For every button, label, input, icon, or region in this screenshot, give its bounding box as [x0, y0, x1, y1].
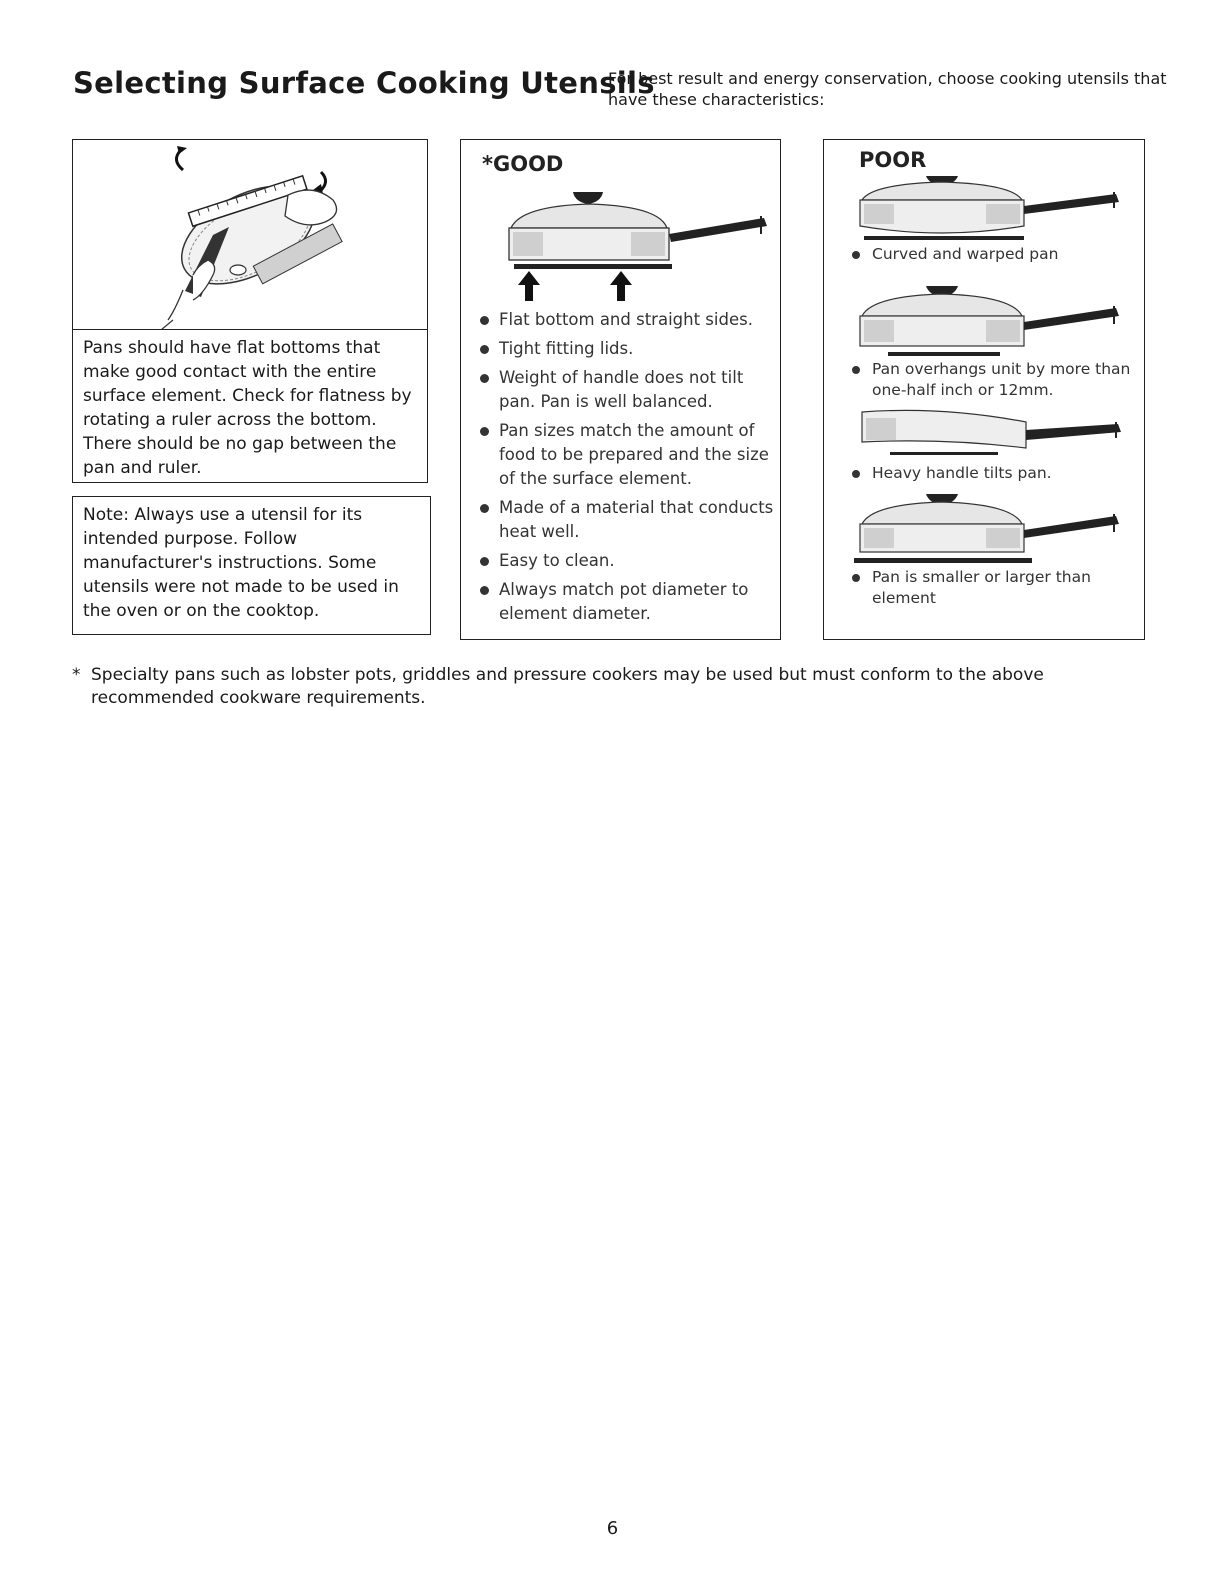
pan-overhang-illustration [854, 284, 1154, 359]
bullet-icon [852, 366, 860, 374]
list-item: Flat bottom and straight sides. [475, 308, 775, 332]
list-item: Pan sizes match the amount of food to be prepared and the size of the surface element. [475, 419, 775, 491]
poor-item: Heavy handle tilts pan. [850, 463, 1140, 484]
bullet-icon [852, 251, 860, 259]
list-item: Always match pot diameter to element diameter. [475, 578, 775, 626]
bullet-icon [852, 470, 860, 478]
footnote-marker: * [72, 665, 81, 685]
flatness-text: Pans should have flat bottoms that make good contact with the entire surface element. Check for flatness by rotating a ruler across the bottom. There should be no gap between the pan and ruler. [83, 338, 412, 478]
pan-curved-illustration [854, 174, 1154, 244]
list-item: Weight of handle does not tilt pan. Pan is well balanced. [475, 366, 775, 414]
note-text: Always use a utensil for its intended purpose. Follow manufacturer's instructions. Some utensils were not made to be used in the oven or on the cooktop. [83, 505, 399, 621]
poor-item: Pan is smaller or larger than element [850, 567, 1140, 609]
list-item: Easy to clean. [475, 549, 775, 573]
pan-small-illustration [854, 492, 1154, 567]
arrow-up-icon [517, 271, 541, 301]
poor-item: Pan overhangs unit by more than one-half inch or 12mm. [850, 359, 1140, 401]
list-item: Tight fitting lids. [475, 337, 775, 361]
bullet-icon [480, 427, 489, 436]
bullet-icon [480, 557, 489, 566]
page-number: 6 [606, 1518, 619, 1539]
intro-text: For best result and energy conservation, choose cooking utensils that have these characteristics: [608, 69, 1167, 109]
poor-item: Curved and warped pan [850, 244, 1140, 265]
footnote [72, 664, 1152, 710]
good-heading: *GOOD [482, 152, 564, 176]
arrow-up-icon [609, 271, 633, 301]
flatness-text-box [72, 329, 428, 483]
bullet-icon [480, 586, 489, 595]
bullet-icon [480, 316, 489, 325]
bullet-icon [480, 374, 489, 383]
ruler-illustration-box [72, 139, 428, 330]
list-item: Made of a material that conducts heat well. [475, 496, 775, 544]
good-list [475, 308, 775, 631]
ruler-flatness-illustration [73, 140, 426, 330]
page-title: Selecting Surface Cooking Utensils [73, 66, 655, 100]
pan-tilted-illustration [854, 408, 1154, 468]
poor-heading: POOR [859, 148, 927, 172]
bullet-icon [480, 345, 489, 354]
note-box [72, 496, 431, 635]
poor-column [823, 139, 1145, 640]
good-column [460, 139, 781, 640]
footnote-text: Specialty pans such as lobster pots, griddles and pressure cookers may be used but must conform to the above recommended cookware requirements. [91, 665, 1044, 708]
bullet-icon [852, 574, 860, 582]
bullet-icon [480, 504, 489, 513]
note-label: Note: [83, 505, 129, 525]
